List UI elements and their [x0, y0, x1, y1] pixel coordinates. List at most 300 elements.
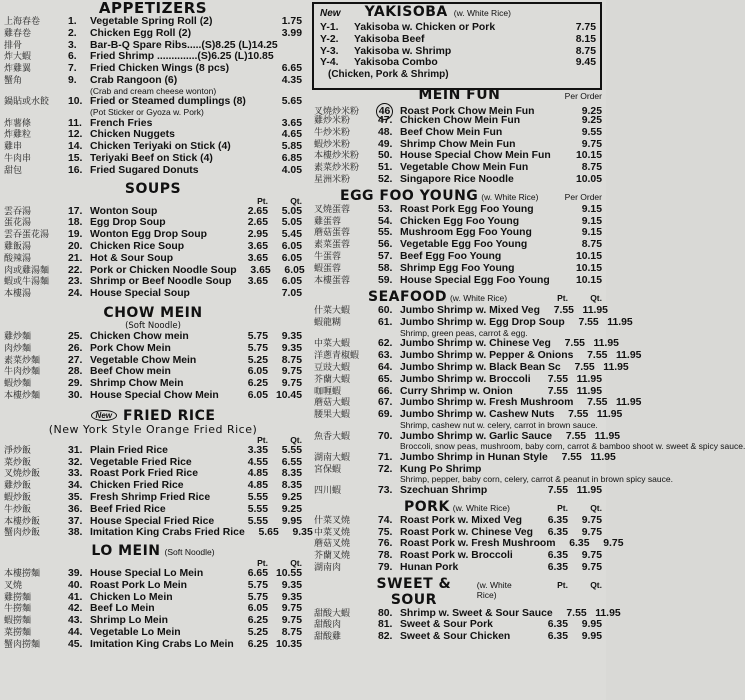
item-number: 75.: [378, 526, 393, 538]
item-name: Beef Egg Foo Young: [400, 250, 502, 262]
item-price-pint: 5.75: [247, 579, 268, 591]
chow-mein-title: CHOW MEIN: [103, 304, 203, 321]
item-chinese-name: 蝦或牛湯麵: [4, 277, 50, 288]
menu-item-row: [4, 141, 302, 153]
item-price-pint: 7.55: [578, 317, 599, 329]
item-price-quart: 9.75: [581, 561, 602, 573]
item-number: 58.: [378, 262, 393, 274]
menu-item-row: [4, 165, 302, 177]
item-price-quart: 9.25: [281, 503, 302, 515]
seafood-section: [306, 286, 745, 496]
item-name: Roast Pork Lo Mein: [90, 579, 187, 591]
item-name: Roast Pork Fried Rice: [90, 468, 198, 480]
item-chinese-name: 蝦撈麵: [4, 616, 32, 627]
item-number: 18.: [68, 217, 83, 229]
item-name: Vegetable Egg Foo Young: [400, 239, 528, 251]
item-number: 40.: [68, 579, 83, 591]
menu-item-row: [314, 386, 602, 398]
menu-item-row: [314, 174, 602, 186]
item-chinese-name: 甜酸大蝦: [314, 608, 351, 619]
item-description: (Pot Sticker or Gyoza w. Pork): [90, 107, 204, 118]
pt-header: Pt.: [557, 502, 568, 513]
item-name: Yakisoba w. Chicken or Pork: [354, 22, 496, 33]
item-price: 7.75: [575, 22, 596, 33]
item-number: 72.: [378, 463, 393, 475]
item-number: Y-4.: [320, 57, 339, 69]
item-chinese-name: 蝦蛋蓉: [314, 263, 342, 274]
item-name: Jumbo Shrimp w. Fresh Mushroom: [400, 397, 574, 409]
item-chinese-name: 叉燒: [4, 580, 23, 591]
item-name: Jumbo Shrimp w. Egg Drop Soup: [400, 317, 565, 329]
menu-item-row: [4, 468, 302, 480]
item-name: Chicken Lo Mein: [90, 591, 173, 603]
item-name: Bar-B-Q Spare Ribs.....(S)8.25 (L)14.25: [90, 39, 278, 51]
item-number: 21.: [68, 252, 83, 264]
item-price-pint: 6.25: [247, 378, 268, 390]
item-price: 9.45: [575, 57, 596, 69]
menu-item-row: [314, 115, 602, 127]
item-chinese-name: 湖南大蝦: [314, 452, 351, 463]
item-name: Roast Pork Egg Foo Young: [400, 203, 534, 215]
menu-item-row: [4, 28, 302, 40]
item-name: Yakisoba Combo: [354, 57, 438, 69]
item-price-pint: 2.65: [247, 217, 268, 229]
item-price-quart: 6.05: [281, 252, 302, 264]
item-price-quart: 11.95: [595, 607, 621, 619]
pt-header: Pt.: [557, 293, 568, 304]
egg-foo-young-per-order: Per Order: [564, 191, 602, 202]
item-chinese-name: 上海春卷: [4, 17, 41, 27]
item-chinese-name: 蝦炒飯: [4, 492, 32, 503]
item-number: 57.: [378, 250, 393, 262]
item-chinese-name: 什菜大蝦: [314, 306, 351, 317]
item-price: 8.75: [581, 162, 602, 174]
item-chinese-name: 雞飯湯: [4, 241, 32, 252]
item-name: Roast Pork w. Fresh Mushroom: [400, 538, 556, 550]
item-number: 74.: [378, 514, 393, 526]
item-chinese-name: 洋蔥青椒蝦: [314, 351, 360, 362]
item-name: Chicken Chow mein: [90, 330, 189, 342]
menu-item-row: [4, 603, 302, 615]
item-price-quart: 10.35: [275, 638, 302, 650]
item-number: 45.: [68, 638, 83, 650]
item-number: 26.: [68, 342, 83, 354]
fried-rice-section: [0, 407, 313, 539]
item-chinese-name: 雲吞蛋花湯: [4, 230, 50, 241]
menu-item-row: [314, 538, 624, 550]
item-chinese-name: 什菜叉燒: [314, 515, 351, 526]
item-chinese-name: 蘑菇大蝦: [314, 398, 351, 409]
item-price-pint: 4.55: [247, 456, 268, 468]
item-price: 6.85: [281, 152, 302, 164]
item-price: 4.35: [281, 74, 302, 86]
yakisoba-title: YAKISOBA: [364, 4, 448, 20]
item-chinese-name: 素菜蛋蓉: [314, 240, 351, 251]
item-number: Y-2.: [320, 33, 339, 45]
item-price-quart: 9.25: [281, 491, 302, 503]
pork-subtitle: (w. White Rice): [452, 502, 510, 513]
item-name: Chicken Chow Mein Fun: [400, 114, 521, 126]
item-chinese-name: 雞炒米粉: [314, 115, 351, 126]
item-price: 8.75: [581, 239, 602, 251]
item-name: Vegetable Lo Mein: [90, 627, 181, 639]
item-name: Jumbo Shrimp w. Broccoli: [400, 373, 531, 385]
yakisoba-subtitle: (w. White Rice): [453, 8, 511, 18]
item-price-quart: 9.35: [292, 527, 313, 539]
item-name: Hunan Pork: [400, 561, 459, 573]
item-price-quart: 9.35: [281, 330, 302, 342]
item-price: 3.99: [281, 27, 302, 39]
item-price-pint: 6.25: [247, 638, 268, 650]
item-price-quart: 11.95: [576, 373, 602, 385]
seafood-title: SEAFOOD: [368, 289, 447, 306]
item-name: Jumbo Shrimp w. Garlic Sauce: [400, 430, 553, 442]
menu-item-row: [4, 75, 302, 87]
item-price-pint: 4.85: [247, 480, 268, 492]
item-price: 4.65: [281, 129, 302, 141]
menu-item-row: [314, 362, 629, 374]
item-price-pint: 5.25: [247, 354, 268, 366]
menu-item-row: [4, 40, 302, 52]
item-price-quart: 8.35: [281, 480, 302, 492]
menu-item-row: [314, 374, 602, 386]
pt-header: Pt.: [257, 558, 268, 569]
menu-item-row: [4, 592, 302, 604]
item-number: 50.: [378, 150, 393, 162]
item-price-pint: 5.55: [247, 491, 268, 503]
item-chinese-name: 肉或雞湯麵: [4, 265, 50, 276]
item-price-quart: 8.75: [281, 627, 302, 639]
qt-header: Qt.: [590, 579, 602, 590]
menu-item-row: [4, 288, 302, 300]
item-chinese-name: 蟹角: [4, 75, 23, 86]
item-price-pint: 7.55: [566, 607, 587, 619]
item-name: Pork or Chicken Noodle Soup: [90, 264, 237, 276]
item-price-quart: 5.55: [281, 444, 302, 456]
item-name: Roast Pork w. Broccoli: [400, 550, 513, 562]
item-price-quart: 6.55: [281, 456, 302, 468]
sweet-sour-size-header: [534, 581, 602, 590]
item-number: 15.: [68, 152, 83, 164]
item-price-pint: 6.35: [547, 550, 568, 562]
item-chinese-name: 蟹肉炒飯: [4, 528, 41, 539]
item-price-pint: 3.35: [247, 444, 268, 456]
menu-item-row: [4, 63, 302, 75]
item-price-quart: 9.35: [281, 591, 302, 603]
item-number: 73.: [378, 484, 393, 496]
menu-item-row: [314, 451, 616, 464]
item-name: House Special Soup: [90, 288, 190, 300]
item-name: Crab Rangoon (6): [90, 74, 178, 86]
item-chinese-name: 炸雞翼: [4, 64, 32, 75]
lo-mein-size-header: [4, 559, 302, 568]
menu-item-row: [4, 118, 302, 130]
item-name: Chicken Teriyaki on Stick (4): [90, 141, 231, 153]
item-number: 42.: [68, 603, 83, 615]
item-chinese-name: 四川蝦: [314, 485, 342, 496]
item-number: 62.: [378, 338, 393, 350]
item-price-pint: 7.55: [553, 305, 574, 317]
menu-item-row: [320, 46, 596, 58]
menu-item-row: [4, 480, 302, 492]
item-name: Imitation King Crabs Fried Rice: [90, 527, 245, 539]
item-price-quart: 10.55: [275, 568, 302, 580]
menu-item-row: [314, 162, 602, 174]
item-number: 39.: [68, 568, 83, 580]
item-description: (Crab and cream cheese wonton): [90, 85, 217, 96]
item-number: 11.: [68, 117, 82, 129]
item-name: Fresh Shrimp Fried Rice: [90, 491, 211, 503]
item-chinese-name: 牛肉串: [4, 153, 32, 164]
item-chinese-name: 雞炒飯: [4, 481, 32, 492]
item-chinese-name: 星洲米粉: [314, 174, 351, 185]
item-number: 31.: [68, 444, 83, 456]
item-number: 67.: [378, 397, 393, 409]
item-number: 30.: [68, 389, 83, 401]
mei-fun-list: [314, 103, 602, 186]
menu-item-row: [4, 331, 302, 343]
item-price-quart: 9.35: [281, 342, 302, 354]
item-price-pint: 6.35: [547, 631, 568, 643]
item-number: 29.: [68, 378, 83, 390]
item-name: Shrimp or Beef Noodle Soup: [90, 276, 232, 288]
yakisoba-section: [306, 0, 606, 81]
item-number: 71.: [378, 451, 393, 463]
item-number: 47.: [378, 114, 393, 126]
item-number: 36.: [68, 503, 83, 515]
menu-item-row: [314, 350, 642, 362]
qt-header: Qt.: [590, 502, 602, 513]
item-chinese-name: 甜酸肉: [314, 620, 342, 631]
item-price: 9.15: [581, 215, 602, 227]
menu-item-row: [314, 263, 602, 275]
egg-foo-young-title: EGG FOO YOUNG: [340, 187, 479, 204]
menu-item-row: [320, 22, 596, 34]
chow-mein-subtitle: (Soft Noodle): [125, 320, 181, 331]
menu-item-row: [4, 343, 302, 355]
seafood-subtitle: (w. White Rice): [449, 293, 508, 304]
item-name: Shrimp Egg Foo Young: [400, 262, 515, 274]
right-column: [306, 0, 745, 700]
item-price-quart: 9.95: [581, 619, 602, 631]
sweet-sour-list: [314, 607, 621, 643]
item-name: Curry Shrimp w. Onion: [400, 385, 513, 397]
item-price-pint: 7.55: [561, 451, 582, 463]
menu-item-row: [4, 445, 302, 457]
soups-size-header: [4, 197, 302, 206]
menu-item-row: [314, 305, 608, 317]
menu-item-row: [4, 253, 302, 265]
item-price: 4.05: [281, 164, 302, 176]
menu-item-row: [314, 127, 602, 139]
item-price-pint: 7.55: [564, 338, 585, 350]
item-price-pint: 6.35: [547, 514, 568, 526]
item-chinese-name: 牛撈麵: [4, 604, 32, 615]
menu-item-row: [4, 264, 305, 277]
item-name: Roast Pork w. Chinese Veg: [400, 526, 534, 538]
fried-rice-list: [4, 444, 313, 539]
item-chinese-name: 炸薯條: [4, 118, 32, 129]
item-name: Jumbo Shrimp in Hunan Style: [400, 451, 548, 463]
item-price-quart: 9.75: [281, 378, 302, 390]
egg-foo-young-subtitle: (w. White Rice): [481, 191, 539, 202]
item-name: Fried Sugared Donuts: [90, 164, 199, 176]
item-number: 24.: [68, 288, 83, 300]
menu-item-row: [320, 34, 596, 46]
item-number: 82.: [378, 631, 393, 643]
item-number: 65.: [378, 373, 393, 385]
item-number: 25.: [68, 330, 83, 342]
item-price-quart: 9.75: [581, 526, 602, 538]
item-number: 27.: [68, 354, 83, 366]
menu-item-row: [4, 355, 302, 367]
menu-item-row: [314, 103, 602, 118]
item-number: 64.: [378, 362, 393, 374]
item-name: Beef Lo Mein: [90, 603, 155, 615]
fried-rice-size-header: [4, 436, 302, 445]
item-name: Vegetable Chow Mein: [90, 354, 197, 366]
item-price-quart: 11.95: [590, 451, 616, 463]
item-number: 16.: [68, 164, 83, 176]
item-name: French Fries: [90, 117, 153, 129]
seafood-size-header: [534, 294, 602, 303]
item-number: 10.: [68, 96, 83, 108]
item-chinese-name: 本樓炒飯: [4, 516, 41, 527]
item-chinese-name: 芥蘭叉燒: [314, 551, 351, 562]
item-number: 49.: [378, 138, 393, 150]
menu-item-row: [4, 568, 302, 580]
menu-item-row: [4, 217, 302, 229]
item-chinese-name: 叉燒炒米粉: [314, 107, 360, 118]
lo-mein-title: LO MEIN: [91, 543, 161, 560]
pork-section: [306, 497, 624, 574]
item-chinese-name: 甜包: [4, 165, 23, 176]
item-price-pint: 6.25: [247, 615, 268, 627]
item-price-pint: 2.95: [247, 229, 268, 241]
item-price-quart: 9.75: [603, 538, 624, 550]
menu-item-row: [4, 615, 302, 627]
item-number: 37.: [68, 515, 83, 527]
item-name: Beef Chow mein: [90, 366, 171, 378]
item-price-pint: 5.25: [247, 627, 268, 639]
appetizers-list: [4, 16, 302, 177]
item-price-pint: 7.55: [587, 397, 608, 409]
item-price-pint: 3.65: [247, 252, 268, 264]
item-name: Jumbo Shrimp w. Cashew Nuts: [400, 409, 555, 421]
item-price-quart: 5.45: [281, 229, 302, 241]
item-price-quart: 9.95: [581, 631, 602, 643]
item-number: 17.: [68, 205, 83, 217]
menu-item-row: [314, 139, 602, 151]
item-chinese-name: 牛蛋蓉: [314, 251, 342, 262]
item-price-pint: 7.55: [587, 350, 608, 362]
item-price-quart: 10.45: [275, 389, 302, 401]
item-price: 9.25: [581, 106, 602, 118]
item-name: Sweet & Sour Pork: [400, 619, 493, 631]
item-price-pint: 7.55: [565, 430, 587, 442]
item-chinese-name: 雞串: [4, 142, 23, 153]
menu-item-row: [4, 206, 302, 218]
item-chinese-name: 鍋貼或水餃: [4, 97, 50, 108]
item-number: 32.: [68, 456, 83, 468]
item-number: 66.: [378, 385, 393, 397]
item-name: Chicken Fried Rice: [90, 480, 184, 492]
item-price-pint: 6.35: [547, 561, 568, 573]
item-chinese-name: 腰果大蝦: [314, 410, 351, 421]
item-description: Shrimp, cashew nut w. celery, carrot in brown sauce.: [400, 420, 598, 431]
qt-header: Qt.: [290, 434, 302, 445]
item-price: 8.75: [575, 45, 596, 57]
chow-mein-section: [0, 305, 306, 402]
item-chinese-name: 本樓炒米粉: [314, 151, 360, 162]
item-number: 38.: [68, 527, 83, 539]
item-chinese-name: 蛋花湯: [4, 218, 32, 229]
item-price-quart: 11.95: [615, 397, 642, 409]
item-name: Chicken Egg Foo Young: [400, 215, 520, 227]
item-name: Jumbo Shrimp w. Mixed Veg: [400, 305, 540, 317]
item-price-pint: 7.55: [547, 484, 568, 496]
item-price-quart: 5.05: [281, 205, 302, 217]
item-chinese-name: 蝦炒麵: [4, 379, 32, 390]
menu-item-row: [314, 150, 602, 162]
item-chinese-name: 芥蘭大蝦: [314, 374, 351, 385]
item-price-pint: 7.55: [574, 362, 595, 374]
lo-mein-subtitle: (Soft Noodle): [164, 547, 215, 558]
item-number: 55.: [378, 227, 393, 239]
item-price-quart: 9.75: [281, 366, 302, 378]
item-chinese-name: 排骨: [4, 40, 23, 51]
item-number: 41.: [68, 591, 83, 603]
item-chinese-name: 魚香大蝦: [314, 431, 351, 442]
item-name: Shrimp Chow Mein Fun: [400, 138, 516, 150]
item-chinese-name: 淨炒飯: [4, 445, 32, 456]
pork-title: PORK: [404, 498, 450, 515]
item-chinese-name: 素菜炒麵: [4, 355, 41, 366]
item-price: 5.85: [281, 141, 302, 153]
item-number-circled: 46: [376, 103, 393, 120]
seafood-list: [314, 305, 745, 496]
new-badge: New: [91, 410, 117, 421]
item-number: 14.: [68, 141, 83, 153]
menu-item-row: [4, 229, 302, 241]
menu-item-row: [314, 251, 602, 263]
item-number: 35.: [68, 491, 83, 503]
menu-item-row: [4, 276, 302, 288]
item-name: Roast Pork w. Mixed Veg: [400, 514, 523, 526]
fried-rice-subtitle: (New York Style Orange Fried Rice): [48, 422, 258, 436]
item-price-pint: 6.05: [247, 603, 268, 615]
item-description: Shrimp, pepper, baby corn, celery, carrot & peanut in brown spicy sauce.: [400, 474, 673, 485]
appetizers-section: [0, 0, 306, 177]
menu-item-row: [314, 550, 602, 562]
item-name: Sweet & Sour Chicken: [400, 631, 511, 643]
item-chinese-name: 菜炒飯: [4, 457, 32, 468]
item-name: Jumbo Shrimp w. Pepper & Onions: [400, 350, 574, 362]
item-price-pint: 7.55: [547, 373, 568, 385]
sweet-sour-subtitle: (w. White Rice): [476, 579, 512, 600]
menu-item-row: [314, 515, 602, 527]
item-name: Chicken Egg Roll (2): [90, 27, 192, 39]
item-name: House Special Egg Foo Young: [400, 274, 550, 286]
item-price-quart: 9.35: [281, 579, 302, 591]
item-price-quart: 11.95: [596, 409, 623, 421]
item-name: Shrimp Lo Mein: [90, 615, 168, 627]
item-chinese-name: 肉炒麵: [4, 343, 32, 354]
item-chinese-name: 雲吞湯: [4, 206, 32, 217]
menu-item-row: [4, 378, 302, 390]
menu-item-row: [314, 562, 602, 574]
item-name: Yakisoba w. Shrimp: [354, 45, 452, 57]
